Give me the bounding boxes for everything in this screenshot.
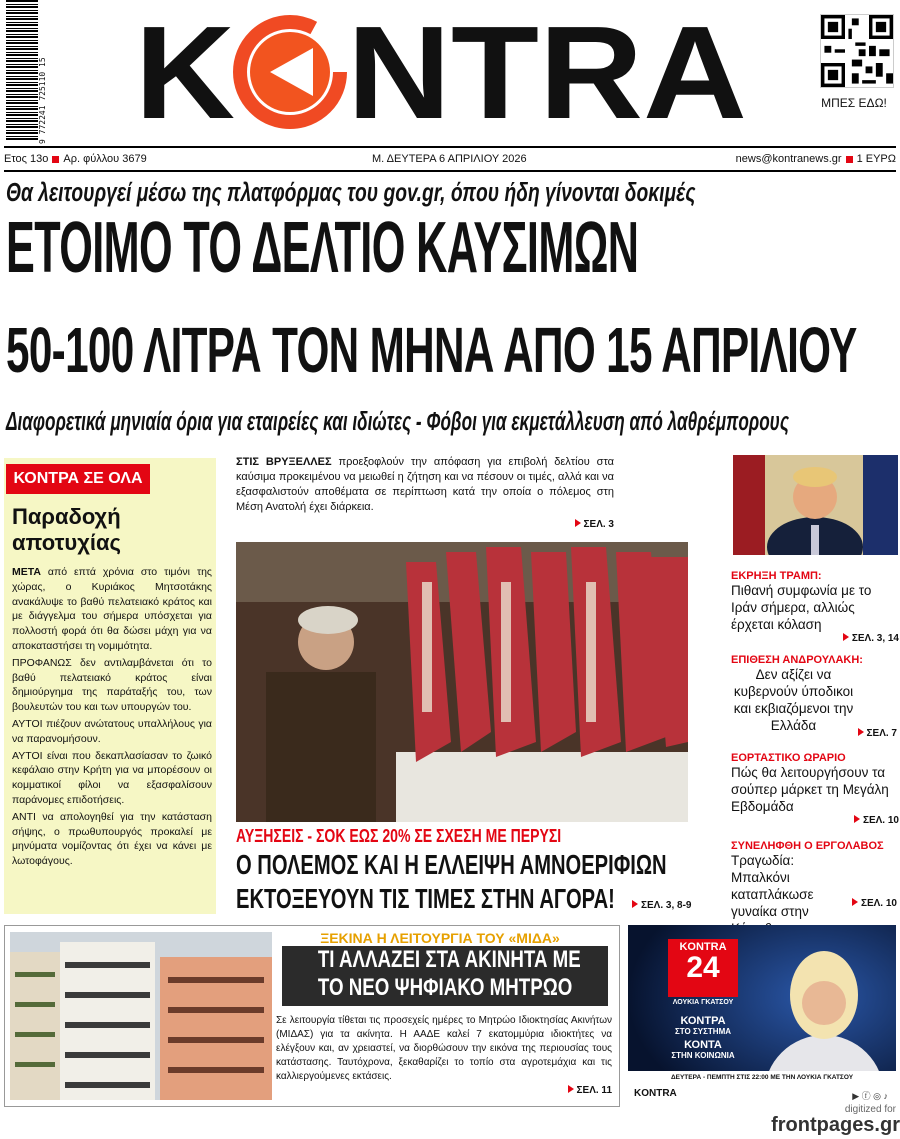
mida-page-ref: ΣΕΛ. 11: [276, 1084, 612, 1098]
editorial-tag: ΚΟΝΤΡΑ ΣΕ ΟΛΑ: [6, 464, 150, 494]
triangle-icon: [843, 633, 849, 641]
main-headline-secondary: 50-100 ΛΙΤΡΑ ΤΟΝ ΜΗΝΑ ΑΠΟ 15 ΑΠΡΙΛΙΟΥ: [6, 314, 857, 386]
digitized-label: digitized for: [844, 1104, 896, 1115]
sidebar-story-headline: Πιθανή συμφωνία με το Ιράν σήμερα, αλλιώς έρχεται κόλαση: [731, 583, 872, 632]
qr-code[interactable]: [820, 14, 894, 88]
sidebar-story-kicker: ΣΥΝΕΛΗΦΘΗ Ο ΕΡΓΟΛΑΒΟΣ: [731, 840, 884, 852]
kontra-logo: [135, 0, 755, 140]
svg-text:K: K: [135, 0, 235, 140]
lead-text: προεξοφλούν την απόφαση για επιβολή δελτίου στα καύσιμα προκειμένου να μειωθεί η ζήτηση και να πέσουν οι τιμές, αλλά και να εξασφαλιστούν αποθέματα σε περίπτωση κατά την οποία ο πόλεμος στη Μέση Ανατολή έχει διάρκεια.: [236, 456, 614, 513]
host-name: ΛΟΥΚΙΑ ΓΚΑΤΣΟΥ: [672, 999, 734, 1006]
red-square-icon: [846, 156, 853, 163]
sidebar-story: [731, 840, 899, 937]
triangle-icon: [858, 728, 864, 736]
email-address: news@kontranews.gr: [735, 153, 842, 165]
main-headline: ΕΤΟΙΜΟ ΤΟ ΔΕΛΤΙΟ ΚΑΥΣΙΜΩΝ: [6, 208, 639, 288]
mida-body: Σε λειτουργία τίθεται τις προσεχείς ημέρες το Μητρώο Ιδιοκτησίας Ακινήτων (ΜΙΔΑΣ) για τα ακίνητα. Η ΑΑΔΕ καλεί 7 εκατομμύρια ιδιοκτήτες να ελέγξουν και, αν χρειαστεί, να διορθώσουν την εικόνα της περιουσίας τους κατάστασης. Ταυτόχρονα, ξεκαθαρίζει το τοπίο στα αγροτεμάχια και τις καλλιεργούμενες εκτάσεις. ΣΕΛ. 11: [276, 1015, 612, 1096]
frontpages-link[interactable]: frontpages.gr: [771, 1114, 900, 1136]
trump-photo: [733, 455, 898, 555]
svg-text:NTRA: NTRA: [347, 0, 747, 140]
meat-story-headline: Ο ΠΟΛΕΜΟΣ ΚΑΙ Η ΕΛΛΕΙΨΗ ΑΜΝΟΕΡΙΦΙΩΝ ΕΚΤΟΞΕΥΟΥΝ ΤΙΣ ΤΙΜΕΣ ΣΤΗΝ ΑΓΟΡΑ!: [236, 849, 667, 914]
meat-story-page-ref: ΣΕΛ. 3, 8-9: [632, 900, 691, 911]
sidebar-story-page-ref: ΣΕΛ. 7: [858, 728, 897, 739]
lead-page-ref: ΣΕΛ. 3: [236, 517, 614, 532]
apartments-photo: [10, 932, 272, 1100]
main-kicker: Θα λειτουργεί μέσω της πλατφόρμας του gov.gr, όπου ήδη γίνονται δοκιμές: [6, 177, 696, 207]
sidebar-story-page-ref: ΣΕΛ. 10: [852, 898, 897, 909]
kontra24-logo: KONTRA 24: [668, 939, 738, 997]
year-text: Ετος 13ο: [4, 153, 49, 165]
sidebar-story-kicker: ΕΚΡΗΞΗ ΤΡΑΜΠ:: [731, 570, 822, 582]
sidebar-story-kicker: ΕΠΙΘΕΣΗ ΑΝΔΡΟΥΛΑΚΗ:: [731, 654, 863, 666]
mida-kicker: ΞΕΚΙΝΑ Η ΛΕΙΤΟΥΡΓΙΑ ΤΟΥ «ΜΙΔΑ»: [320, 930, 560, 946]
tv-footer: [628, 1085, 896, 1105]
editorial-body: [12, 565, 212, 871]
lead-caps: ΣΤΙΣ ΒΡΥΞΕΛΛΕΣ: [236, 456, 332, 468]
info-bar: [4, 146, 896, 172]
barcode-number: 9 772241 725110 15: [38, 57, 47, 144]
tv-schedule: ΔΕΥΤΕΡΑ - ΠΕΜΠΤΗ ΣΤΙΣ 22:00 ΜΕ ΤΗΝ ΛΟΥΚΙΑ ΓΚΑΤΣΟΥ: [628, 1071, 896, 1085]
sidebar-story-headline: Τραγωδία: Μπαλκόνι καταπλάκωσε γυναίκα στην: [731, 853, 814, 919]
meat-story-kicker: ΑΥΞΗΣΕΙΣ - ΣΟΚ ΕΩΣ 20% ΣΕ ΣΧΕΣΗ ΜΕ ΠΕΡΥΣΙ: [236, 826, 562, 846]
sidebar-story: [731, 654, 899, 739]
editorial-title: Παραδοχή αποτυχίας: [12, 504, 121, 555]
lead-paragraph: [236, 455, 614, 532]
editorial-paragraph: από επτά χρόνια στο τιμόνι της χώρας, ο Κυριάκος Μητσοτάκης ανακάλυψε το βαθύ πελατειακό κράτος και με διάγγελμα του σήμερα υπόσχεται για πολλοστή φορά ότι θα δώσει μάχη για να αποκαταστήσει τη νομιμότητα.: [12, 566, 212, 652]
triangle-icon: [568, 1085, 574, 1093]
triangle-icon: [852, 898, 858, 906]
social-icons: ▶ ⓕ ◎ ♪: [852, 1091, 888, 1101]
sidebar-story-page-ref: ΣΕΛ. 10: [731, 815, 899, 826]
editorial-paragraph: ΠΡΟΦΑΝΩΣ δεν αντιλαμβάνεται ότι το βαθύ πελατειακό κράτος είναι δημιούργημα της παράταξής του, των βουλευτών του και των υπουργών του.: [12, 656, 212, 714]
sidebar-story: [731, 752, 899, 826]
editorial-paragraph: ΑΥΤΟΙ πιέζουν ανώτατους υπαλλήλους για να παρανομήσουν.: [12, 717, 212, 745]
kontra24-promo[interactable]: [628, 925, 896, 1105]
sidebar-story-kicker: ΕΟΡΤΑΣΤΙΚΟ ΩΡΑΡΙΟ: [731, 752, 846, 764]
logo-play-icon: [240, 22, 340, 122]
main-subheadline: Διαφορετικά μηνιαία όρια για εταιρείες και ιδιώτες - Φόβοι για εκμετάλλευση από λαθρέμπορους: [6, 406, 789, 436]
red-square-icon: [52, 156, 59, 163]
sidebar-story-headline: Δεν αξίζει να κυβερνούν ύποδικοι και εκβιαζόμενοι την Ελλάδα: [733, 667, 854, 733]
meat-market-photo: [236, 542, 688, 822]
tv-footer-brand: KONTRA: [634, 1088, 677, 1099]
qr-label: ΜΠΕΣ ΕΔΩ!: [821, 96, 887, 110]
triangle-icon: [632, 900, 638, 908]
editorial-dropcap: ΜΕΤΑ: [12, 566, 41, 578]
barcode: [6, 0, 38, 140]
triangle-icon: [575, 519, 581, 527]
sidebar-story-headline: Πώς θα λειτουργήσουν τα σούπερ μάρκετ τη Μεγάλη Εβδομάδα: [731, 765, 889, 814]
sidebar-story: [731, 570, 899, 644]
tv-slogan: ΚΟΝΤΡΑ ΣΤΟ ΣΥΣΤΗΜΑ ΚΟΝΤΑ ΣΤΗΝ ΚΟΙΝΩΝΙΑ: [671, 1015, 735, 1060]
editorial-paragraph: ΑΥΤΟΙ είναι που δεκαπλασίασαν το ζωικό κεφάλαιο στην Κρήτη για να μπορέσουν οι κομματικοί φίλοι να εξασφαλίσουν παράνομες επιδοτήσεις.: [12, 749, 212, 806]
mida-headline: ΤΙ ΑΛΛΑΖΕΙ ΣΤΑ ΑΚΙΝΗΤΑ ΜΕ ΤΟ ΝΕΟ ΨΗΦΙΑΚΟ ΜΗΤΡΩΟ: [282, 946, 608, 1006]
issue-number: Αρ. φύλλου 3679: [63, 153, 147, 165]
editorial-paragraph: ΑΝΤΙ να απολογηθεί για την κατάσταση σήψης, ο πρωθυπουργός προκαλεί με μηνύματα νομίζοντας ότι έχει να κάνει με λωτοφάγους.: [12, 810, 212, 868]
sidebar-story-page-ref: ΣΕΛ. 3, 14: [731, 633, 899, 644]
issue-date: Μ. ΔΕΥΤΕΡΑ 6 ΑΠΡΙΛΙΟΥ 2026: [372, 153, 527, 165]
price: 1 ΕΥΡΩ: [856, 153, 896, 165]
triangle-icon: [854, 815, 860, 823]
